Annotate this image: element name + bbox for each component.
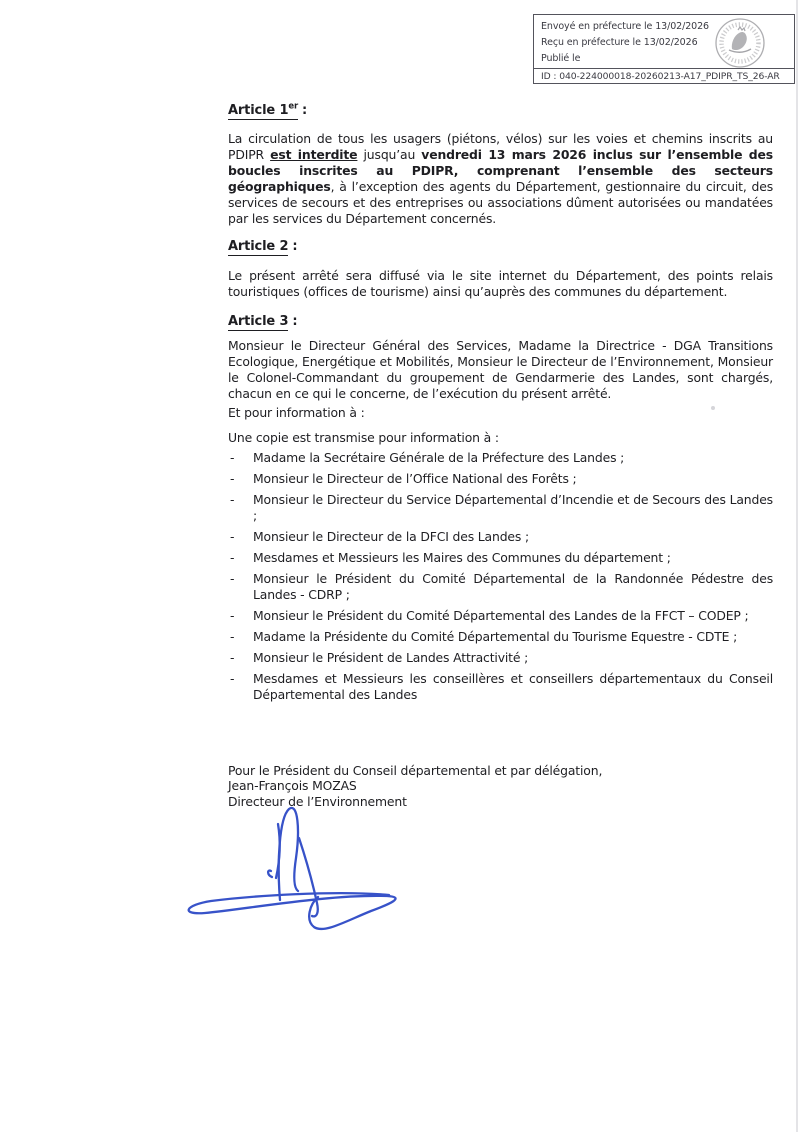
article-3-text: Monsieur le Directeur Général des Services, Madame la Directrice - DGA Transitions Ecologique, Energétique et Mobilités, Monsieur le Directeur de l’Environnement, Monsieur le Colonel-Commandant du groupement de Gendarmerie des Landes, sont chargés, chacun en ce qui le concerne, de l’exécution du présent arrêté. <box>228 338 773 401</box>
recipient-item: - Monsieur le Président de Landes Attractivité ; <box>228 650 773 666</box>
article-3-heading <box>228 314 773 330</box>
scan-artifact-dot <box>711 406 715 410</box>
info-line: Et pour information à : <box>228 405 365 420</box>
recipient-item: - Monsieur le Directeur de l’Office National des Forêts ; <box>228 471 773 487</box>
recipients-list <box>228 450 773 703</box>
article-1-jusquau: jusqu’au <box>357 147 422 162</box>
article-3-body <box>228 338 773 402</box>
stamp-published-line: Publié le <box>541 53 581 64</box>
copy-line: Une copie est transmise pour information à : <box>228 430 499 445</box>
article-1-sup: er <box>288 101 299 112</box>
scan-edge-line <box>796 0 798 1132</box>
signature-role: Directeur de l’Environnement <box>228 793 407 809</box>
article-1-bold-date: vendredi 13 mars 2026 inclus sur l’ensemble des boucles inscrites au PDIPR, comprenant l’ensemble des secteurs géographiques <box>228 147 774 194</box>
article-2-heading <box>228 239 773 255</box>
recipient-item: - Monsieur le Président du Comité Départemental de la Randonnée Pédestre des Landes - CDRP ; <box>228 571 773 603</box>
prefecture-seal-icon <box>712 16 768 75</box>
article-1-interdite: est interdite <box>270 147 358 162</box>
article-1-title: Article 1 <box>228 103 289 118</box>
article-1-body <box>228 131 773 227</box>
signature-name: Jean-François MOZAS <box>228 778 357 794</box>
article-2-body <box>228 268 773 300</box>
article-1-heading <box>228 103 773 119</box>
recipients-section <box>228 450 773 708</box>
article-1-colon: : <box>302 103 308 118</box>
stamp-id-line: ID : 040-224000018-20260213-A17_PDIPR_TS_26-AR <box>541 71 780 82</box>
stamp-received-line: Reçu en préfecture le 13/02/2026 <box>541 37 698 48</box>
article-3-colon: : <box>292 314 298 329</box>
recipient-item: - Mesdames et Messieurs les Maires des Communes du département ; <box>228 550 773 566</box>
recipient-item: - Madame la Secrétaire Générale de la Préfecture des Landes ; <box>228 450 773 466</box>
recipient-item: - Madame la Présidente du Comité Départemental du Tourisme Equestre - CDTE ; <box>228 629 773 645</box>
signature-delegation-line: Pour le Président du Conseil départemental et par délégation, <box>228 763 603 778</box>
recipient-item: - Monsieur le Directeur du Service Départemental d’Incendie et de Secours des Landes ; <box>228 492 773 524</box>
stamp-sent-line: Envoyé en préfecture le 13/02/2026 <box>541 21 709 32</box>
article-2-text: Le présent arrêté sera diffusé via le site internet du Département, des points relais touristiques (offices de tourisme) ainsi qu’auprès des communes du département. <box>228 268 773 299</box>
handwritten-signature <box>175 798 415 942</box>
prefecture-stamp-box <box>533 14 795 84</box>
recipient-item: - Monsieur le Président du Comité Départemental des Landes de la FFCT – CODEP ; <box>228 608 773 624</box>
article-2-colon: : <box>292 239 298 254</box>
article-3-title: Article 3 <box>228 314 289 329</box>
recipient-item: - Mesdames et Messieurs les conseillères et conseillers départementaux du Conseil Départemental des Landes <box>228 671 773 703</box>
article-2-title: Article 2 <box>228 239 289 254</box>
recipient-item: - Monsieur le Directeur de la DFCI des Landes ; <box>228 529 773 545</box>
article-1-text: La circulation de tous les usagers (piétons, vélos) sur les voies et chemins inscrits au PDIPR <box>228 131 773 162</box>
article-1-rest: , à l’exception des agents du Département, gestionnaire du circuit, des services de secours et des entreprises ou associations dûment autorisées ou mandatées par les services du Département concernés. <box>228 179 773 226</box>
